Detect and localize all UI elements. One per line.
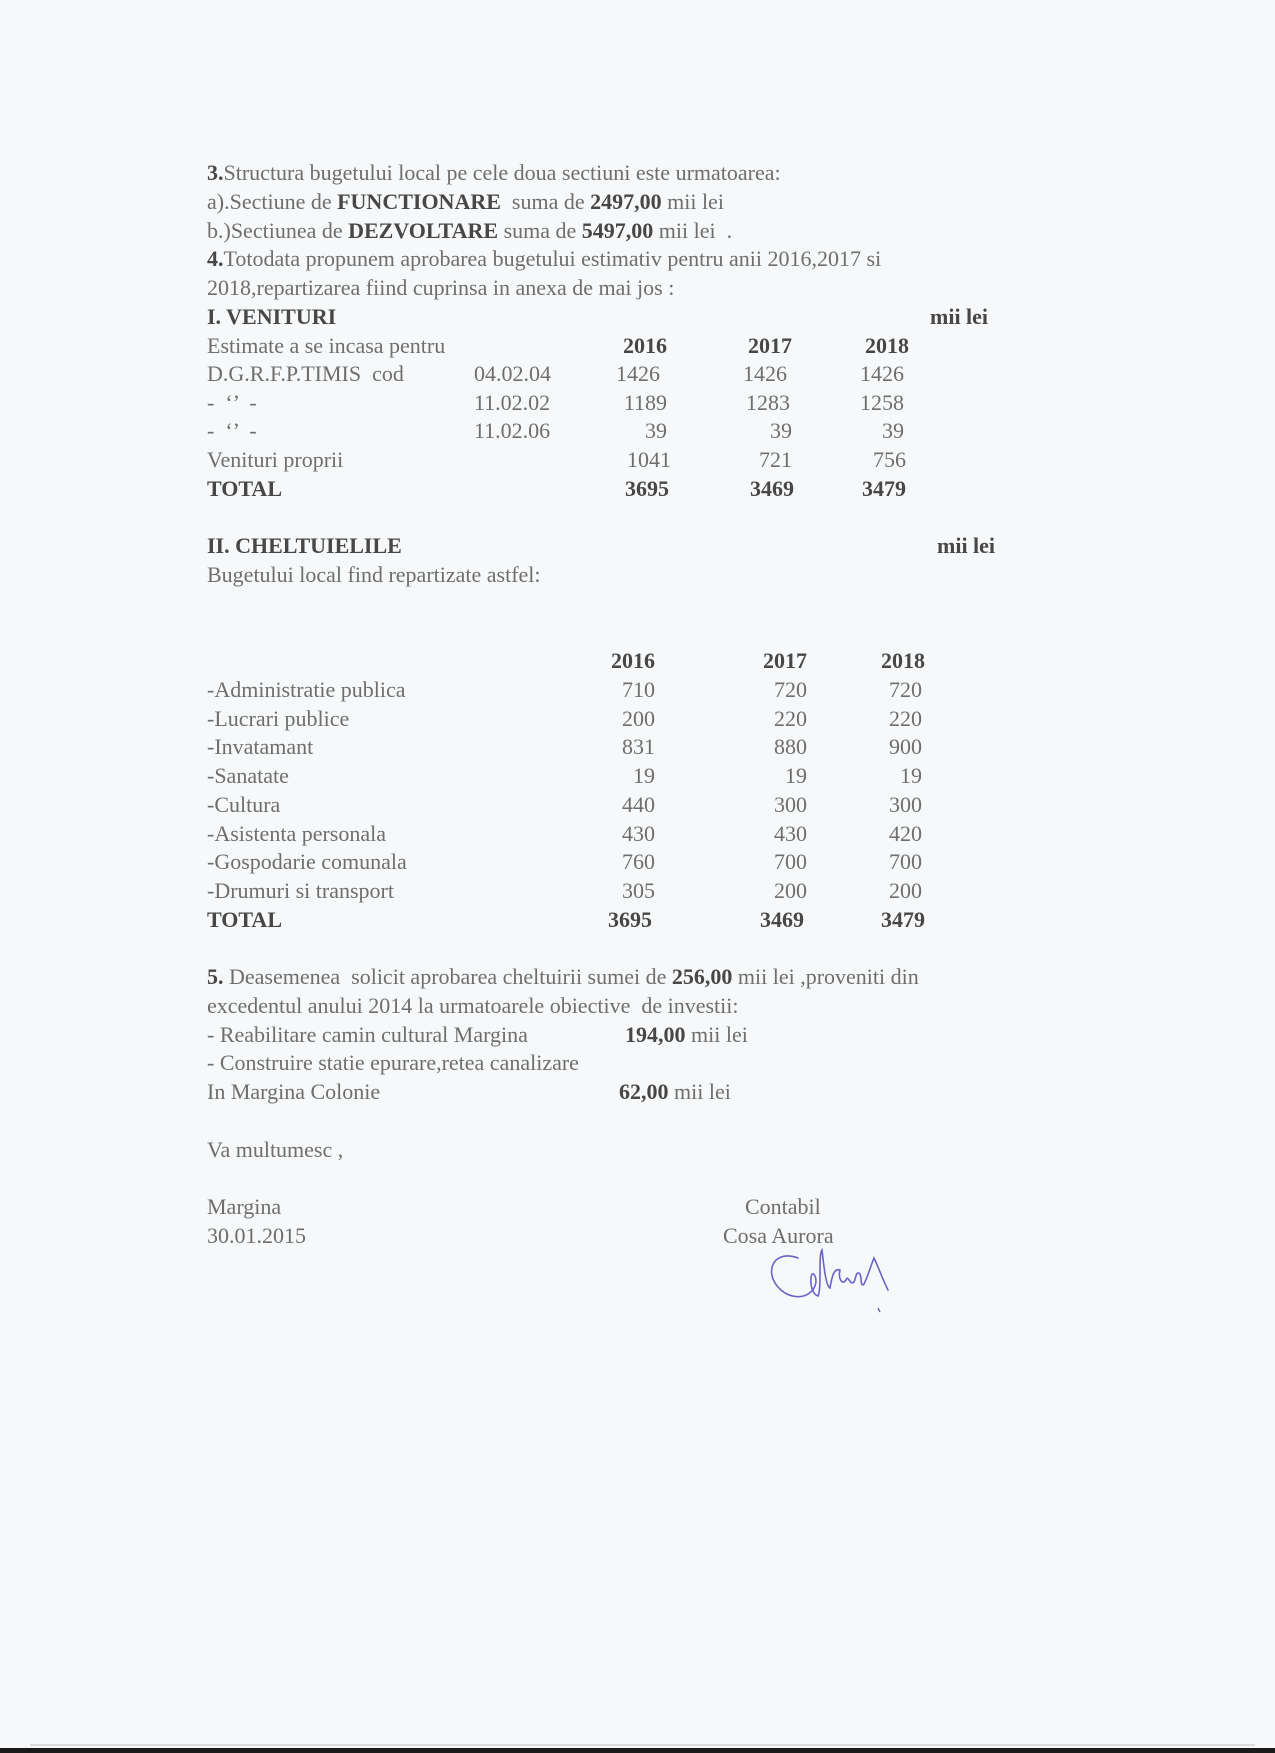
row-value-2016: 19 [633,763,655,789]
handwritten-signature [760,1238,910,1318]
total-2016: 3695 [608,906,652,932]
cheltuieli-year-2018: 2018 [881,648,925,673]
total-2017: 3469 [750,476,794,501]
row-value-2016: 39 [645,418,667,443]
row-label: - ‘’ - [207,390,257,415]
row-value-2018: 300 [889,791,922,817]
row-label: D.G.R.F.P.TIMIS cod [207,361,404,386]
item-b-unit: mii lei . [653,218,733,243]
total-2018: 3479 [881,906,925,932]
row-value-2017: 1283 [746,390,790,415]
venituri-year-2018: 2018 [865,333,909,358]
row-value-2018: 1258 [860,390,904,415]
item-b-name: DEZVOLTARE [348,218,499,243]
item-a-name: FUNCTIONARE [337,189,501,214]
row-label: -Administratie publica [207,677,406,702]
item-a-unit: mii lei [661,189,724,214]
item-b-prefix: b.)Sectiunea de [207,218,349,243]
row-value-2018: 756 [873,447,906,472]
item2-amount: 62,00 [619,1079,669,1104]
cheltuieli-title: II. CHELTUIELILE [207,533,402,558]
closing-thanks: Va multumesc , [207,1137,344,1162]
section-number: 3. [207,160,224,185]
row-value-2018: 19 [900,763,922,789]
row-value-2018: 220 [889,705,922,731]
cheltuieli-year-2017: 2017 [763,648,807,673]
row-value-2018: 1426 [860,361,904,386]
section3-item-b [207,218,732,244]
row-label: -Sanatate [207,763,289,789]
row-value-2016: 710 [622,677,655,702]
row-value-2016: 1189 [623,390,667,415]
investment-item-2-label-2: In Margina Colonie [207,1079,381,1104]
row-value-2017: 700 [774,849,807,875]
cheltuieli-year-2016: 2016 [611,648,655,673]
section3-intro [207,160,781,186]
signatory-name: Cosa Aurora [723,1223,834,1248]
row-value-2017: 721 [759,447,792,472]
scan-edge-shadow [30,1744,1255,1746]
row-value-2018: 420 [889,820,922,846]
venituri-year-2017: 2017 [748,333,792,358]
section4-line1 [207,246,881,272]
row-value-2017: 880 [774,734,807,760]
row-value-2016: 430 [622,820,655,846]
row-label: -Asistenta personala [207,820,386,846]
scan-edge-bar [0,1748,1275,1753]
section4-text: Totodata propunem aprobarea bugetului estimativ pentru anii 2016,2017 si [223,246,882,271]
item-a-prefix: a).Sectiune de [207,189,338,214]
row-value-2016: 1426 [616,361,660,386]
row-value-2016: 1041 [627,447,671,472]
row-value-2017: 430 [774,820,807,846]
closing-date: 30.01.2015 [207,1223,306,1248]
row-value-2016: 831 [622,734,655,760]
row-value-2018: 720 [889,677,922,702]
investment-item-2-label: - Construire statie epurare,retea canalizare [207,1050,579,1075]
row-code: 04.02.04 [474,361,551,386]
venituri-title: I. VENITURI [207,304,337,329]
total-2017: 3469 [760,906,804,932]
section5-amount: 256,00 [671,964,733,989]
section5-text-a: Deasemenea solicit aprobarea cheltuirii sumei de [223,964,672,989]
row-value-2016: 305 [622,877,655,903]
row-code: 11.02.02 [474,390,551,415]
row-value-2018: 39 [882,418,904,443]
venituri-year-2016: 2016 [623,333,667,358]
item-b-mid: suma de [498,218,582,243]
item2-unit: mii lei [668,1079,731,1104]
row-label: -Gospodarie comunala [207,849,407,875]
row-value-2017: 1426 [743,361,787,386]
section3-item-a [207,189,724,215]
cheltuieli-subtitle: Bugetului local find repartizate astfel: [207,562,541,587]
venituri-unit: mii lei [930,304,989,329]
section4-line2: 2018,repartizarea fiind cuprinsa in anexa de mai jos : [207,275,675,300]
cheltuieli-unit: mii lei [937,533,996,558]
row-value-2018: 900 [889,734,922,760]
row-label: -Lucrari publice [207,705,350,731]
signatory-role: Contabil [745,1194,821,1219]
row-value-2017: 19 [785,763,807,789]
section-number: 5. [207,964,224,989]
row-value-2017: 200 [774,877,807,903]
item-a-mid: suma de [500,189,591,214]
venituri-header-label: Estimate a se incasa pentru [207,333,446,358]
item1-unit: mii lei [685,1022,748,1047]
row-label: -Invatamant [207,734,314,760]
row-value-2016: 200 [622,705,655,731]
total-2016: 3695 [625,476,669,501]
item1-amount: 194,00 [625,1022,686,1047]
investment-item-2-amount [619,1079,731,1105]
section5-line2: excedentul anului 2014 la urmatoarele obiective de investii: [207,993,739,1018]
item-a-amount: 2497,00 [590,189,662,214]
section-number: 4. [207,246,224,271]
total-label: TOTAL [207,906,282,932]
item-b-amount: 5497,00 [581,218,654,243]
section3-text: Structura bugetului local pe cele doua sectiuni este urmatoarea: [223,160,781,185]
row-value-2017: 300 [774,791,807,817]
row-code: 11.02.06 [474,418,551,443]
closing-place: Margina [207,1194,282,1219]
row-label: -Cultura [207,791,281,817]
row-label: Venituri proprii [207,447,344,472]
row-value-2018: 700 [889,849,922,875]
row-value-2016: 440 [622,791,655,817]
investment-item-1-amount [625,1022,748,1048]
section5-text-b: mii lei ,proveniti din [732,964,919,989]
section5-line1 [207,964,919,990]
row-value-2017: 39 [770,418,792,443]
row-label: - ‘’ - [207,418,257,443]
total-2018: 3479 [862,476,906,501]
row-value-2017: 220 [774,705,807,731]
row-value-2017: 720 [774,677,807,702]
row-value-2016: 760 [622,849,655,875]
row-value-2018: 200 [889,877,922,903]
investment-item-1-label: - Reabilitare camin cultural Margina [207,1022,528,1047]
row-label: -Drumuri si transport [207,877,394,903]
total-label: TOTAL [207,476,282,501]
